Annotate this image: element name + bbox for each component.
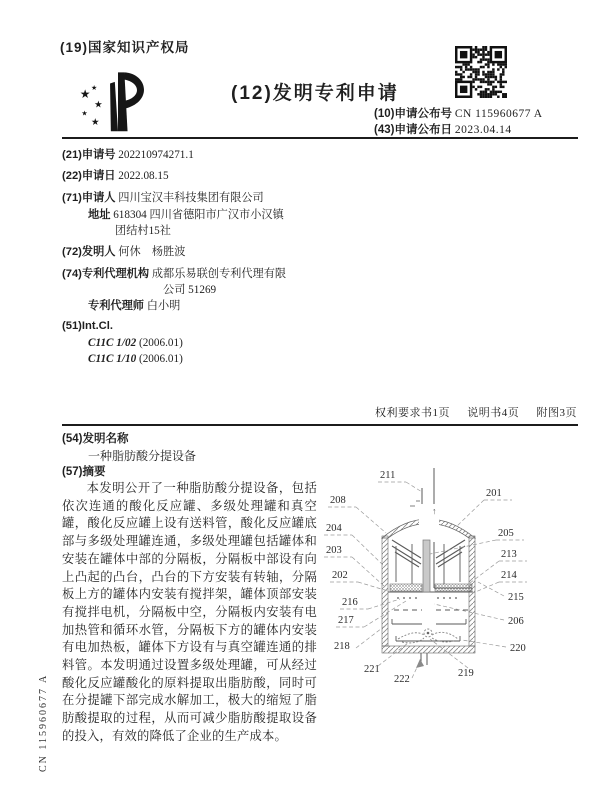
intcl-label: (51)Int.Cl.: [62, 320, 113, 332]
figure-ref-208: 208: [330, 495, 346, 506]
figure-ref-215: 215: [508, 592, 524, 603]
address-value-1: 618304 四川省德阳市广汉市小汉镇: [113, 209, 284, 221]
flow-arrow-icon: ↑: [432, 506, 437, 516]
pub-date-value: 2023.04.14: [454, 124, 512, 136]
intcl-entry-2: [88, 353, 183, 365]
section-divider: [62, 424, 578, 426]
agent-label: 专利代理师: [88, 300, 144, 312]
drip-dots: [397, 597, 457, 599]
figure-ref-201: 201: [486, 488, 502, 499]
app-no-value: 202210974271.1: [118, 149, 194, 161]
figure-ref-222: 222: [394, 674, 410, 685]
address-label: 地址: [88, 209, 111, 221]
applicant-line: [62, 189, 264, 205]
intcl-header: [62, 320, 113, 332]
figure-ref-202: 202: [332, 570, 348, 581]
inventors-label: (72)发明人: [62, 246, 116, 258]
figure-ref-221: 221: [364, 664, 380, 675]
svg-text:★: ★: [90, 83, 98, 92]
pub-no-value: CN 115960677 A: [454, 108, 543, 120]
figure-ref-205: 205: [498, 528, 514, 539]
description-pages: 说明书4页: [467, 407, 520, 419]
figure-ref-219: 219: [458, 668, 474, 679]
agent-value: 白小明: [146, 300, 181, 312]
agency-value-2: 公司 51269: [163, 284, 217, 296]
figure-ref-213: 213: [501, 549, 517, 560]
app-no-label: (21)申请号: [62, 149, 116, 161]
agency-line-1: [62, 265, 286, 281]
abstract-text: 本发明公开了一种脂肪酸分提设备，包括依次连通的酸化反应罐、多级处理罐和真空罐，酸化反应罐上设有送料管，酸化反应罐底部与多级处理罐连通，多级处理罐包括罐体和安装在罐体中部的分隔板，分隔板中部设有向上凸起的凸台，凸台的下方安装有转轴，分隔板上方的罐体内安装有搅拌架，罐体顶部安装有搅拌电机，分隔板中空，分隔板内安装有电加热管和循环水管，分隔板下方的罐体内安装有电加热板，罐体下方设有与真空罐连通的排料管。本发明通过设置多级处理罐，可从经过酸化反应罐酸化的原料提取出脂肪酸，同时可在分提罐下部完成水解加工，极大的缩短了脂肪酸提取的过程，从而可减少脂肪酸提取设备的投入，有效的降低了企业的生产成本。: [62, 481, 317, 743]
application-number-line: [62, 146, 194, 162]
agency-line-2: [163, 281, 216, 297]
svg-text:★: ★: [81, 109, 88, 118]
drawings-pages: 附图3页: [536, 407, 577, 419]
address-value-2: 团结村15社: [115, 225, 171, 237]
publication-number-line: [374, 105, 543, 121]
claims-pages: 权利要求书1页: [375, 407, 450, 419]
pages-info: [361, 404, 577, 420]
intcl-date-1: (2006.01): [138, 337, 183, 349]
svg-text:★: ★: [94, 99, 103, 111]
figure-ref-218: 218: [334, 641, 350, 652]
applicant-value: 四川宝汉丰科技集团有限公司: [118, 192, 264, 204]
app-date-label: (22)申请日: [62, 170, 116, 182]
office-name: (19)国家知识产权局: [60, 40, 190, 55]
agent-line: [88, 297, 180, 313]
figure-ref-220: 220: [510, 643, 526, 654]
inventors-line: [62, 243, 185, 259]
figure-ref-217: 217: [338, 615, 354, 626]
tank-drawing: [324, 468, 527, 685]
address-line-1: [88, 206, 284, 222]
application-date-line: [62, 167, 169, 183]
intcl-code-2: C11C 1/10: [88, 353, 137, 365]
side-publication-code: CN 115960677 A: [38, 673, 49, 772]
figure-ref-203: 203: [326, 545, 342, 556]
figure-ref-214: 214: [501, 570, 517, 581]
qr-code: [455, 46, 507, 98]
abstract-section-label: (57)摘要: [62, 466, 106, 478]
header-divider: [62, 137, 578, 139]
applicant-label: (71)申请人: [62, 192, 116, 204]
agency-value-1: 成都乐易联创专利代理有限: [151, 268, 287, 280]
figure-ref-206: 206: [508, 616, 524, 627]
pub-date-label: (43)申请公布日: [374, 124, 452, 136]
pub-no-label: (10)申请公布号: [374, 108, 452, 120]
agency-label: (74)专利代理机构: [62, 268, 150, 280]
svg-text:★: ★: [90, 116, 100, 128]
intcl-entry-1: [88, 337, 183, 349]
address-line-2: [115, 222, 171, 238]
figure-ref-216: 216: [342, 597, 358, 608]
pipe-arrowhead: [416, 659, 424, 668]
app-date-value: 2022.08.15: [118, 170, 169, 182]
inventors-value: 何休 杨胜波: [118, 246, 186, 258]
document-type-title: (12)发明专利申请: [231, 83, 399, 104]
patent-figure: [318, 438, 586, 706]
cnipa-logo-icon: [78, 66, 158, 136]
publication-date-line: [374, 121, 512, 137]
svg-text:★: ★: [79, 86, 91, 101]
invention-title: 一种脂肪酸分提设备: [88, 449, 197, 463]
figure-ref-204: 204: [326, 523, 342, 534]
figure-ref-211: 211: [380, 470, 396, 481]
intcl-date-2: (2006.01): [138, 353, 183, 365]
intcl-code-1: C11C 1/02: [88, 337, 137, 349]
title-section-label: (54)发明名称: [62, 433, 129, 445]
partition-column: [423, 540, 430, 592]
